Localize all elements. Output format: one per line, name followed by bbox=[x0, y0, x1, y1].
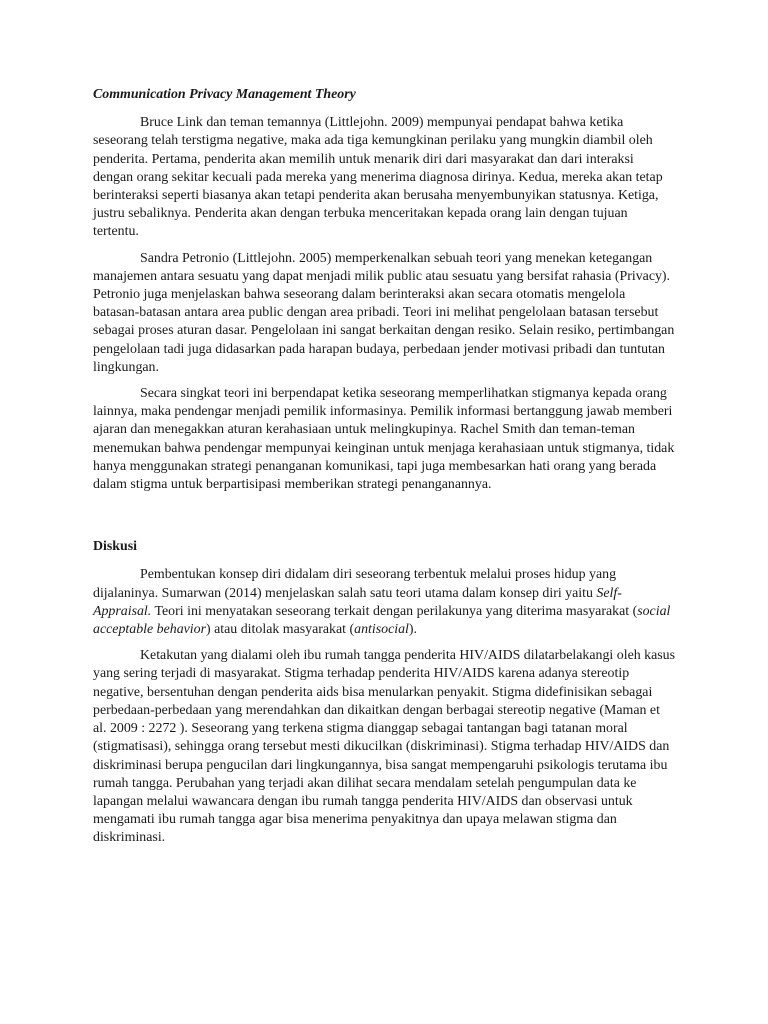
italic-self-appraisal: Self-Appraisal. bbox=[93, 585, 622, 619]
section-spacer bbox=[93, 502, 675, 538]
italic-antisocial: antisocial bbox=[354, 622, 409, 638]
section-title-diskusi: Diskusi bbox=[93, 539, 138, 555]
text-run: ). bbox=[408, 622, 418, 638]
paragraph-bruce-link: Bruce Link dan teman temannya (Littlejohn. 2009) mempunyai pendapat bahwa ketika seseorang telah terstigma negative, maka ada tiga kemungkinan perilaku yang mungkin diambil oleh penderita. Pertama, penderita akan memilih untuk menarik diri dari masyarakat dan dari interaksi dengan orang sekitar kecuali pada mereka yang menerima diagnosa dirinya. Kedua, mereka akan tetap berinteraksi seperti biasanya akan tetapi penderita akan berusaha menyembunyikan statusnya. Ketiga, justru sebaliknya. Penderita akan dengan terbuka menceritakan kepada orang lain dengan tujuan tertentu. bbox=[93, 115, 663, 240]
text-run: ) atau ditolak masyarakat ( bbox=[206, 622, 355, 638]
paragraph-sandra-petronio: Sandra Petronio (Littlejohn. 2005) memperkenalkan sebuah teori yang menekan ketegangan manajemen antara sesuatu yang dapat menjadi milik public atau sesuatu yang bersifat rahasia (Privacy). Petronio juga menjelaskan bahwa seseorang dalam berinteraksi akan secara otomatis mengelola batasan-batasan antara area public dengan area pribadi. Teori ini melihat pengelolaan batasan tersebut sebagai proses aturan dasar. Pengelolaan ini sangat berkaitan dengan resiko. Selain resiko, pertimbangan pengelolaan tadi juga didasarkan pada harapan budaya, perbedaan jender motivasi pribadi dan tuntutan lingkungan. bbox=[93, 250, 675, 375]
paragraph-summary: Secara singkat teori ini berpendapat ketika seseorang memperlihatkan stigmanya kepada orang lainnya, maka pendengar menjadi pemilik informasinya. Pemilik informasi bertanggung jawab memberi ajaran dan menegakkan aturan kerahasiaan untuk melingkupinya. Rachel Smith dan teman-teman menemukan bahwa pendengar mempunyai keinginan untuk menjaga kerahasiaan untuk stigmanya, tidak hanya menggunakan strategi penanganan komunikasi, tapi juga membesarkan hati orang yang berada dalam stigma untuk berpartisipasi memberikan strategi penanganannya. bbox=[93, 386, 675, 493]
paragraph-konsep-diri bbox=[93, 566, 675, 639]
section-title-cpm-theory: Communication Privacy Management Theory bbox=[93, 87, 356, 102]
paragraph-ketakutan: Ketakutan yang dialami oleh ibu rumah tangga penderita HIV/AIDS dilatarbelakangi oleh kasus yang sering terjadi di masyarakat. Stigma terhadap penderita HIV/AIDS karena adanya stereotip negative, bersentuhan dengan penderita aids bisa menularkan penyakit. Stigma didefinisikan sebagai perbedaan-perbedaan yang merendahkan dan dikaitkan dengan berbagai stereotip negative (Maman et al. 2009 : 2272 ). Seseorang yang terkena stigma dianggap sebagai tantangan bagi tatanan moral (stigmatisasi), sehingga orang tersebut mesti dikucilkan (diskriminasi). Stigma terhadap HIV/AIDS dan diskriminasi berupa pengucilan dari lingkungannya, bisa sangat mempengaruhi psikologis terutama ibu rumah tangga. Perubahan yang terjadi akan dilihat secara mendalam setelah pengumpulan data ke lapangan melalui wawancara dengan ibu rumah tangga penderita HIV/AIDS dan observasi untuk mengamati ibu rumah tangga agar bisa menerima penyakitnya dan upaya melawan stigma dan diskriminasi. bbox=[93, 648, 676, 846]
text-run: Teori ini menyatakan seseorang terkait dengan perilakunya yang diterima masyarakat ( bbox=[151, 603, 638, 619]
italic-social-acceptable: social acceptable behavior bbox=[93, 603, 671, 638]
document-page bbox=[93, 86, 675, 856]
text-run: Pembentukan konsep diri didalam diri seseorang terbentuk melalui proses hidup yang dijalaninya. Sumarwan (2014) menjelaskan salah satu teori utama dalam konsep diri yaitu bbox=[93, 567, 617, 601]
